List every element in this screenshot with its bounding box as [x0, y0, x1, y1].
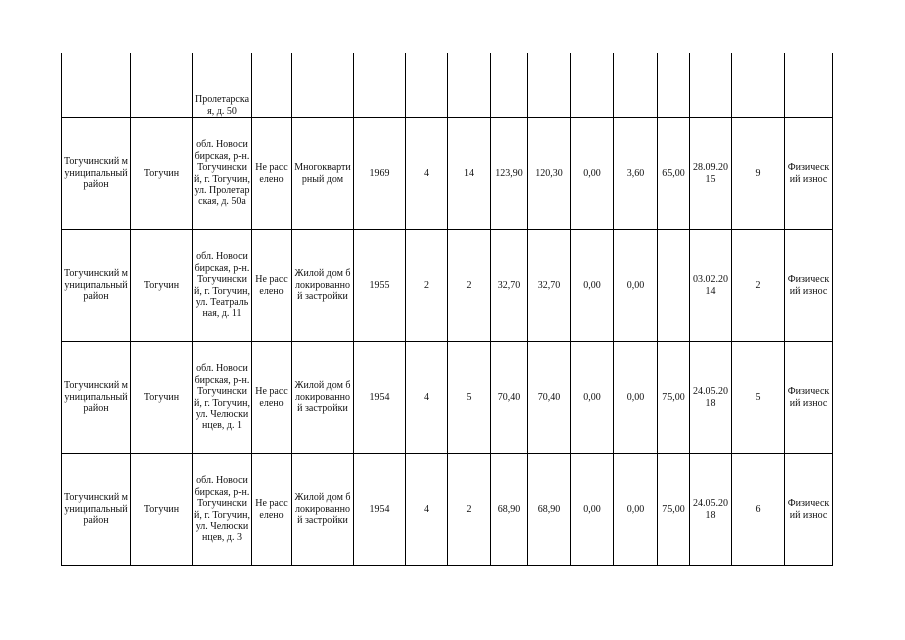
date-cell: 24.05.2018 [690, 454, 732, 566]
col9-cell: 68,90 [491, 454, 528, 566]
settlement-cell: Тогучин [131, 230, 193, 342]
col12-cell: 3,60 [614, 118, 658, 230]
col10-cell: 70,40 [528, 342, 571, 454]
status-cell: Не расселено [252, 118, 292, 230]
municipality-cell: Тогучинский муниципальный район [62, 230, 131, 342]
year-cell: 1954 [354, 342, 406, 454]
municipality-cell: Тогучинский муниципальный район [62, 454, 131, 566]
col9-cell [491, 53, 528, 118]
table-row [62, 454, 833, 566]
col9-cell: 123,90 [491, 118, 528, 230]
col10-cell [528, 53, 571, 118]
floors-cell: 2 [406, 230, 448, 342]
date-cell: 24.05.2018 [690, 342, 732, 454]
col15-cell: 2 [732, 230, 785, 342]
col13-cell: 75,00 [658, 342, 690, 454]
settlement-cell [131, 53, 193, 118]
status-cell: Не расселено [252, 230, 292, 342]
reason-cell: Физический износ [785, 118, 833, 230]
col15-cell: 9 [732, 118, 785, 230]
col11-cell: 0,00 [571, 342, 614, 454]
table-row [62, 342, 833, 454]
status-cell: Не расселено [252, 454, 292, 566]
table-row [62, 118, 833, 230]
settlement-cell: Тогучин [131, 342, 193, 454]
address-cell: обл. Новосибирская, р-н. Тогучинский, г. Тогучин, ул. Театральная, д. 11 [193, 230, 252, 342]
date-cell [690, 53, 732, 118]
municipality-cell [62, 53, 131, 118]
col8-cell: 5 [448, 342, 491, 454]
housing-register-table [61, 53, 833, 566]
address-cell: обл. Новосибирская, р-н. Тогучинский, г. Тогучин, ул. Челюскинцев, д. 3 [193, 454, 252, 566]
floors-cell: 4 [406, 454, 448, 566]
col9-cell: 70,40 [491, 342, 528, 454]
col13-cell: 65,00 [658, 118, 690, 230]
col13-cell [658, 230, 690, 342]
house-type-cell: Многоквартирный дом [292, 118, 354, 230]
date-cell: 03.02.2014 [690, 230, 732, 342]
settlement-cell: Тогучин [131, 454, 193, 566]
address-cell: Пролетарская, д. 50 [193, 53, 252, 118]
date-cell: 28.09.2015 [690, 118, 732, 230]
year-cell [354, 53, 406, 118]
col11-cell: 0,00 [571, 230, 614, 342]
reason-cell: Физический износ [785, 230, 833, 342]
house-type-cell: Жилой дом блокированной застройки [292, 454, 354, 566]
col8-cell [448, 53, 491, 118]
col11-cell: 0,00 [571, 118, 614, 230]
col10-cell: 68,90 [528, 454, 571, 566]
year-cell: 1969 [354, 118, 406, 230]
col12-cell: 0,00 [614, 230, 658, 342]
house-type-cell: Жилой дом блокированной застройки [292, 230, 354, 342]
col15-cell: 5 [732, 342, 785, 454]
address-cell: обл. Новосибирская, р-н. Тогучинский, г. Тогучин, ул. Пролетарская, д. 50а [193, 118, 252, 230]
col9-cell: 32,70 [491, 230, 528, 342]
col15-cell [732, 53, 785, 118]
reason-cell: Физический износ [785, 342, 833, 454]
address-cell: обл. Новосибирская, р-н. Тогучинский, г. Тогучин, ул. Челюскинцев, д. 1 [193, 342, 252, 454]
col15-cell: 6 [732, 454, 785, 566]
status-cell: Не расселено [252, 342, 292, 454]
col8-cell: 14 [448, 118, 491, 230]
table-row [62, 230, 833, 342]
municipality-cell: Тогучинский муниципальный район [62, 118, 131, 230]
col11-cell: 0,00 [571, 454, 614, 566]
col12-cell: 0,00 [614, 342, 658, 454]
table-row-partial [62, 53, 833, 118]
col13-cell: 75,00 [658, 454, 690, 566]
col11-cell [571, 53, 614, 118]
col8-cell: 2 [448, 230, 491, 342]
settlement-cell: Тогучин [131, 118, 193, 230]
col10-cell: 32,70 [528, 230, 571, 342]
col10-cell: 120,30 [528, 118, 571, 230]
col8-cell: 2 [448, 454, 491, 566]
floors-cell: 4 [406, 342, 448, 454]
col13-cell [658, 53, 690, 118]
floors-cell: 4 [406, 118, 448, 230]
house-type-cell: Жилой дом блокированной застройки [292, 342, 354, 454]
year-cell: 1955 [354, 230, 406, 342]
reason-cell [785, 53, 833, 118]
house-type-cell [292, 53, 354, 118]
floors-cell [406, 53, 448, 118]
status-cell [252, 53, 292, 118]
col12-cell: 0,00 [614, 454, 658, 566]
municipality-cell: Тогучинский муниципальный район [62, 342, 131, 454]
year-cell: 1954 [354, 454, 406, 566]
col12-cell [614, 53, 658, 118]
reason-cell: Физический износ [785, 454, 833, 566]
